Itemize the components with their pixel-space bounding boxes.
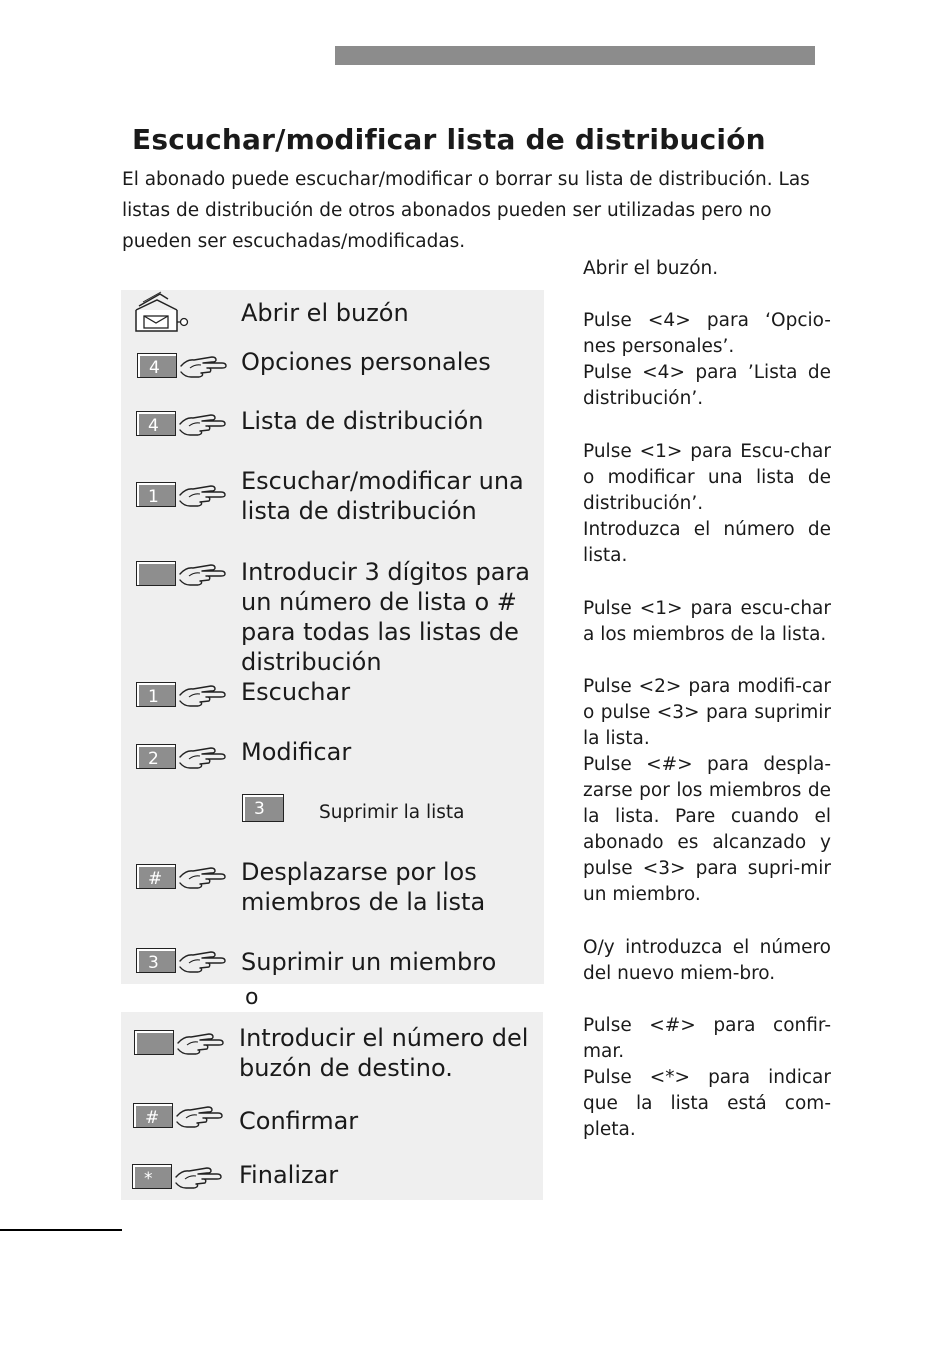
- sidebar-instruction: Pulse <1> para escu-char a los miembros de la lista.: [583, 598, 831, 645]
- intro-paragraph: El abonado puede escuchar/modificar o borrar su lista de distribución. Las listas de distribución de otros abonados pueden ser utilizadas pero no pueden ser escuchadas/modificadas.: [122, 169, 810, 252]
- sidebar-instruction: Introduzca el número de lista.: [583, 519, 831, 566]
- sidebar-instruction: Pulse <4> para ‘Opcio-nes personales’.: [583, 310, 831, 357]
- step-confirm: Confirmar: [239, 1107, 359, 1135]
- key-star-button: *: [132, 1164, 172, 1189]
- step-listen: Escuchar: [241, 678, 351, 706]
- pointing-hand-icon: [178, 741, 226, 771]
- pointing-hand-icon: [178, 679, 226, 709]
- key-1-button: 1: [136, 682, 176, 707]
- pointing-hand-icon: [174, 1161, 222, 1191]
- pointing-hand-icon: [178, 408, 226, 438]
- sidebar-instruction: Pulse <*> para indicar que la lista está com-pleta.: [583, 1067, 831, 1140]
- pointing-hand-icon: [178, 558, 226, 588]
- pointing-hand-icon: [178, 479, 226, 509]
- or-label: o: [245, 985, 259, 1010]
- sidebar-instruction: Abrir el buzón.: [583, 258, 719, 279]
- sidebar-instruction: Pulse <4> para ’Lista de distribución’.: [583, 362, 831, 409]
- sidebar-instruction: Pulse <#> para confir-mar.: [583, 1015, 831, 1062]
- sidebar-instruction: O/y introduzca el número del nuevo miem-bro.: [583, 937, 831, 984]
- sidebar-instruction: Pulse <2> para modifi-car o pulse <3> para suprimir la lista.: [583, 676, 831, 749]
- footer-rule: [0, 1229, 122, 1231]
- key-3-button: 3: [136, 948, 176, 973]
- mailbox-icon: [133, 290, 191, 334]
- page-title: Escuchar/modificar lista de distribución: [132, 123, 766, 156]
- key-2-button: 2: [136, 744, 176, 769]
- step-listen-modify: Escuchar/modificar una lista de distribución: [241, 467, 524, 525]
- step-delete-member: Suprimir un miembro: [241, 948, 497, 976]
- step-delete-list: Suprimir la lista: [319, 802, 465, 823]
- step-modify: Modificar: [241, 738, 352, 766]
- step-distribution-list: Lista de distribución: [241, 407, 484, 435]
- pointing-hand-icon: [179, 350, 227, 380]
- step-enter-number: Introducir el número del buzón de destino.: [239, 1024, 529, 1082]
- step-enter-digits: Introducir 3 dígitos para un número de lista o # para todas las listas de distribución: [241, 558, 530, 676]
- key-4-button: 4: [137, 353, 177, 378]
- key-3-button: 3: [242, 794, 284, 822]
- key-4-button: 4: [136, 411, 176, 436]
- key-hash-button: #: [133, 1103, 173, 1128]
- header-bar: [335, 46, 815, 65]
- pointing-hand-icon: [178, 945, 226, 975]
- pointing-hand-icon: [175, 1100, 223, 1130]
- sidebar-instruction: Pulse <#> para despla-zarse por los miembros de la lista. Pare cuando el abonado es alcanzado y pulse <3> para supri-mir un miembro.: [583, 754, 831, 905]
- sidebar-instruction: Pulse <1> para Escu-char o modificar una lista de distribución’.: [583, 441, 831, 514]
- step-open-mailbox: Abrir el buzón: [241, 299, 409, 327]
- step-finish: Finalizar: [239, 1161, 339, 1189]
- step-personal-options: Opciones personales: [241, 348, 491, 376]
- pointing-hand-icon: [176, 1027, 224, 1057]
- key-1-button: 1: [136, 482, 176, 507]
- step-scroll-members: Desplazarse por los miembros de la lista: [241, 858, 486, 916]
- key-blank-button: [136, 561, 176, 586]
- key-blank-button: [134, 1030, 174, 1055]
- pointing-hand-icon: [178, 861, 226, 891]
- key-hash-button: #: [136, 864, 176, 889]
